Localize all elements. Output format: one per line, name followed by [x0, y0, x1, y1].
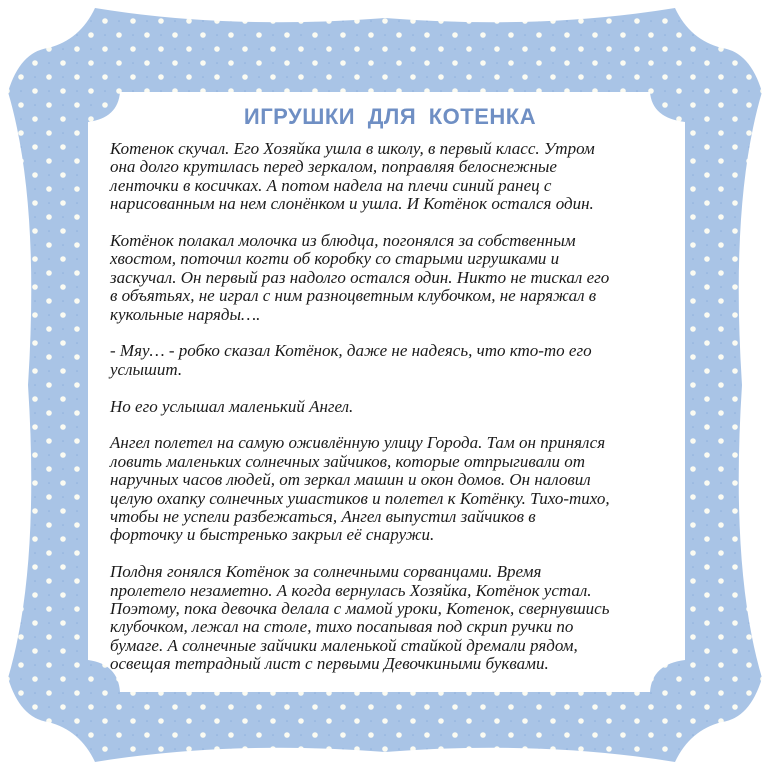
- page-title: ИГРУШКИ ДЛЯ КОТЕНКА: [243, 104, 537, 129]
- story-paragraph: [110, 563, 680, 673]
- text-line: заскучал. Он первый раз надолго остался один. Никто не тискал его: [110, 267, 610, 287]
- story-paragraph: [110, 398, 680, 416]
- text-line: хвостом, поточил когти об коробку со старыми игрушками и: [110, 249, 560, 269]
- text-line: Котенок скучал. Его Хозяйка ушла в школу, в первый класс. Утром: [110, 139, 595, 158]
- text-line: ловить маленьких солнечных зайчиков, которые отпрыгивали от: [110, 451, 586, 471]
- text-line: целую охапку солнечных ушастиков и полетел к Котёнку. Тихо-тихо,: [110, 488, 610, 508]
- story-paragraph: [110, 342, 680, 379]
- story-content: [110, 104, 680, 692]
- text-line: клубочком, лежал на столе, тихо посапывая под скрип ручки по: [110, 617, 574, 637]
- text-line: наручных часов людей, от зеркал машин и окон домов. Он наловил: [110, 470, 591, 490]
- text-line: услышит.: [110, 359, 183, 379]
- text-line: она долго крутилась перед зеркалом, поправляя белоснежные: [110, 157, 557, 177]
- text-line: кукольные наряды….: [110, 304, 261, 324]
- text-line: - Мяу… - робко сказал Котёнок, даже не надеясь, что кто-то его: [110, 341, 592, 361]
- text-line: Котёнок полакал молочка из блюдца, погонялся за собственным: [110, 231, 576, 251]
- text-line: форточку и быстренько закрыл её снаружи.: [110, 525, 435, 545]
- text-line: пролетело незаметно. А когда вернулась Хозяйка, Котёнок устал.: [110, 580, 592, 600]
- text-line: Ангел полетел на самую оживлённую улицу Города. Там он принялся: [110, 433, 606, 453]
- text-line: в объятьях, не играл с ним разноцветным клубочком, не наряжал в: [110, 286, 597, 306]
- text-line: ленточки в косичках. А потом надела на плечи синий ранец с: [110, 175, 552, 195]
- text-line: Полдня гонялся Котёнок за солнечными сорванцами. Время: [110, 562, 542, 582]
- story-paragraph: [110, 232, 680, 324]
- story-paragraph: [110, 434, 680, 544]
- text-line: бумаге. А солнечные зайчики маленькой стайкой дремали рядом,: [110, 635, 578, 655]
- text-line: освещая тетрадный лист с первыми Девочкиными буквами.: [110, 654, 549, 674]
- text-line: нарисованным на нем слонёнком и ушла. И Котёнок остался один.: [110, 194, 594, 214]
- text-line: чтобы не успели разбежаться, Ангел выпустил зайчиков в: [110, 507, 536, 527]
- story-paragraph: [110, 140, 680, 214]
- text-line: Но его услышал маленький Ангел.: [110, 396, 354, 416]
- text-line: Поэтому, пока девочка делала с мамой уроки, Котенок, свернувшись: [110, 599, 610, 619]
